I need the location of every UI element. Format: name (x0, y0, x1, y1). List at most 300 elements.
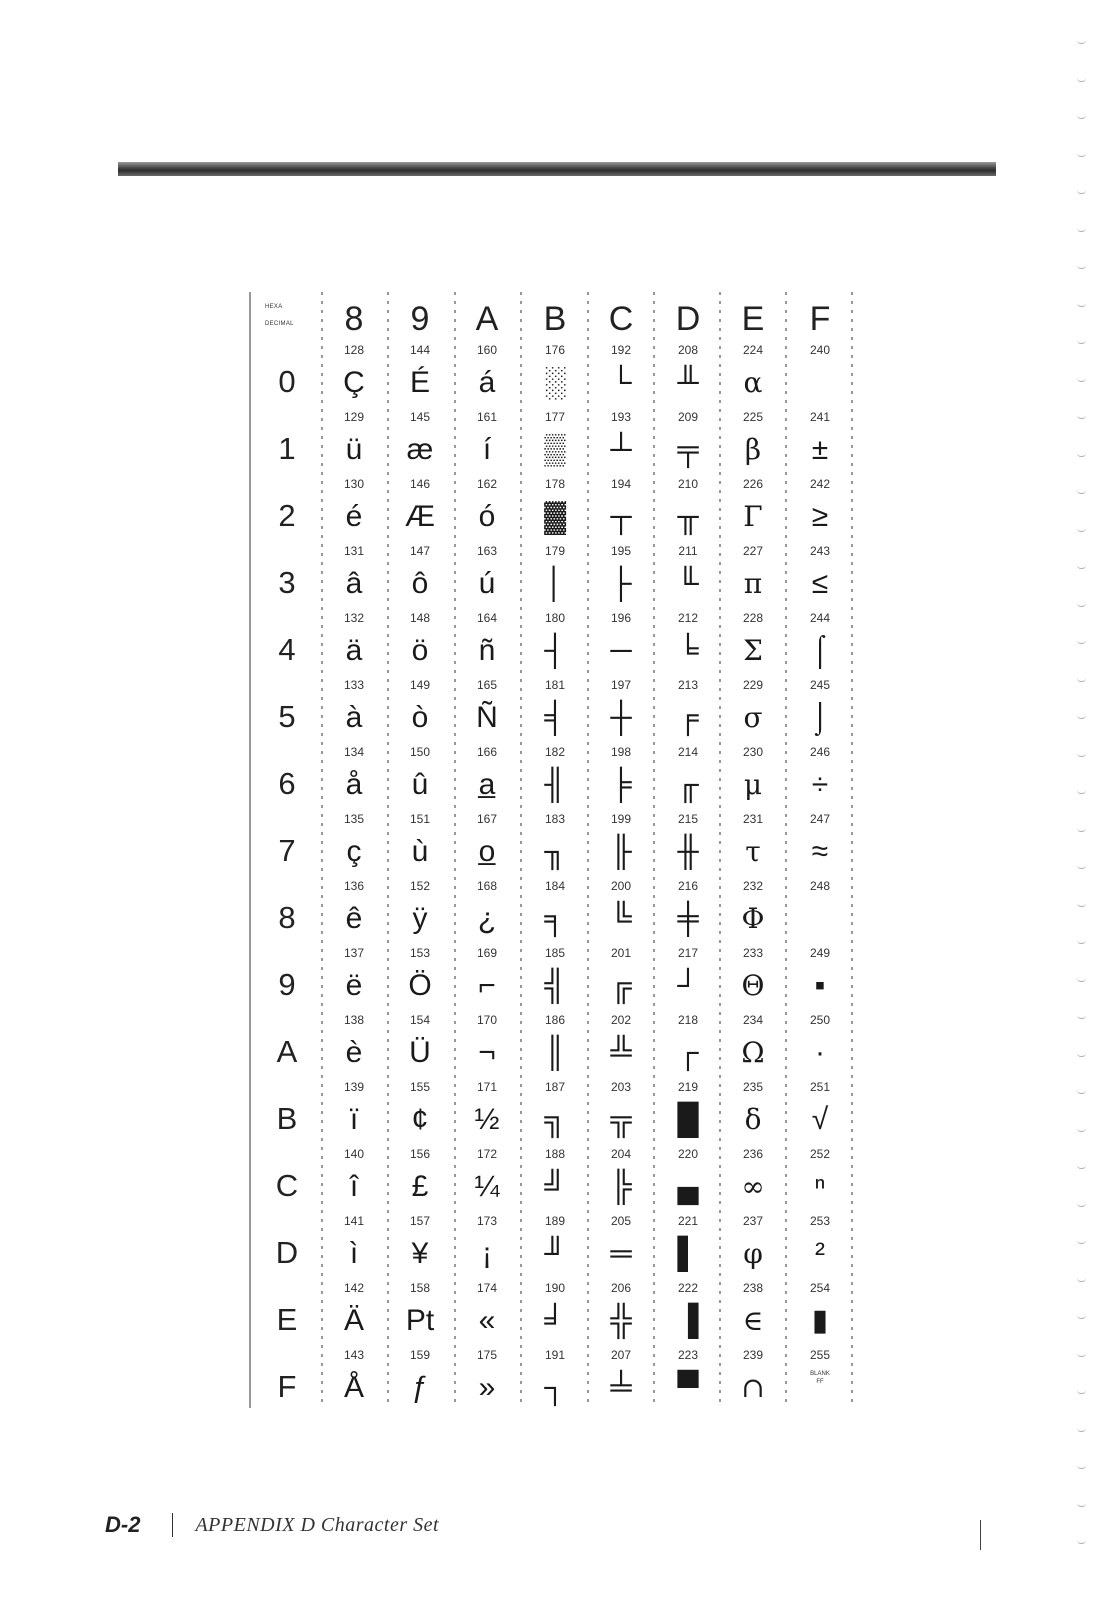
char-cell-171 (474, 1080, 499, 1136)
column-hex-9: 9 (410, 300, 430, 338)
right-margin-mark (980, 1520, 981, 1550)
char-glyph: ╢ (544, 768, 566, 801)
char-cell-238 (743, 1281, 764, 1337)
char-cell-142 (344, 1281, 364, 1337)
char-glyph: ╛ (544, 1304, 566, 1337)
char-glyph: │ (545, 567, 565, 600)
char-cell-165 (476, 678, 498, 734)
char-cell-157 (410, 1214, 430, 1270)
char-code: 166 (476, 745, 498, 759)
ff-label: FF (816, 1379, 824, 1385)
char-code: 160 (476, 343, 498, 357)
char-code: 176 (544, 343, 566, 357)
column-hex-B: B (543, 300, 567, 338)
char-glyph: ▄ (677, 1170, 699, 1203)
char-code: 162 (476, 477, 498, 491)
char-cell-153 (408, 946, 431, 1002)
char-code: 241 (809, 410, 831, 424)
char-glyph: ¥ (411, 1237, 429, 1270)
char-glyph: o̲ (478, 835, 496, 868)
char-cell-145 (407, 410, 434, 466)
char-cell-234 (741, 1013, 764, 1069)
char-code: 225 (742, 410, 764, 424)
char-code: 214 (677, 745, 699, 759)
char-code: 165 (476, 678, 498, 692)
row-hex-5: 5 (278, 699, 296, 734)
char-glyph: φ (743, 1237, 763, 1270)
char-glyph: â (345, 567, 363, 600)
char-cell-220 (677, 1147, 699, 1206)
char-cell-246 (810, 745, 830, 801)
char-cell-200 (610, 879, 632, 935)
char-glyph: û (411, 768, 429, 801)
char-code: 238 (742, 1281, 764, 1295)
char-code: 155 (409, 1080, 431, 1094)
char-cell-176 (544, 343, 566, 400)
char-cell-133 (344, 678, 364, 734)
char-cell-249 (810, 946, 830, 1002)
char-glyph: Å (343, 1371, 365, 1404)
char-glyph: ┼ (610, 701, 632, 734)
char-code: 150 (409, 745, 431, 759)
char-cell-195 (610, 544, 632, 603)
char-code: 215 (677, 812, 699, 826)
char-cell-240 (810, 343, 830, 357)
char-cell-204 (610, 1147, 632, 1206)
char-cell-248 (810, 879, 830, 893)
char-cell-154 (409, 1013, 431, 1069)
char-glyph: █ (677, 1103, 699, 1136)
char-cell-131 (344, 544, 364, 600)
char-code: 181 (544, 678, 566, 692)
char-glyph: ╥ (677, 500, 699, 533)
char-glyph: ≈ (811, 835, 829, 868)
char-cell-242 (810, 477, 830, 533)
char-code: 156 (409, 1147, 431, 1161)
char-cell-158 (406, 1281, 435, 1337)
char-cell-151 (410, 812, 430, 868)
char-cell-202 (609, 1013, 632, 1069)
char-glyph: ¡ (482, 1237, 492, 1270)
char-code: 195 (610, 544, 632, 558)
char-glyph: í (482, 433, 492, 466)
char-cell-235 (743, 1080, 763, 1136)
char-glyph: é (345, 500, 363, 533)
char-glyph: è (345, 1036, 363, 1069)
char-code: 228 (742, 611, 764, 625)
char-code: 145 (409, 410, 431, 424)
char-glyph: ╨ (677, 366, 699, 399)
char-cell-233 (742, 946, 765, 1002)
char-code: 163 (476, 544, 498, 558)
char-code: 173 (476, 1214, 498, 1228)
row-hex-3: 3 (278, 565, 296, 600)
char-cell-239 (741, 1348, 764, 1404)
char-cell-223 (677, 1348, 699, 1404)
char-cell-211 (677, 544, 699, 600)
char-code: 221 (677, 1214, 699, 1228)
char-cell-156 (410, 1147, 430, 1203)
char-cell-143 (344, 1348, 364, 1404)
char-code: 143 (343, 1348, 365, 1362)
char-glyph: ╟ (610, 835, 632, 868)
char-code: 168 (476, 879, 498, 893)
header-label-decimal: DECIMAL (265, 321, 294, 327)
char-cell-226 (743, 477, 763, 533)
char-cell-203 (609, 1080, 632, 1139)
char-glyph: └ (610, 366, 632, 399)
char-code: 134 (343, 745, 365, 759)
char-glyph: ⁿ (814, 1170, 826, 1203)
char-glyph: ç (346, 835, 362, 868)
row-hex-D: D (275, 1235, 299, 1270)
char-cell-243 (810, 544, 830, 600)
char-glyph: ═ (610, 1237, 632, 1270)
char-code: 178 (544, 477, 566, 491)
char-glyph: ⌡ (810, 701, 830, 734)
char-glyph: ╜ (544, 1237, 566, 1270)
char-glyph: √ (811, 1103, 829, 1136)
char-glyph: ▀ (677, 1371, 699, 1404)
char-code: 205 (610, 1214, 632, 1228)
char-code: 248 (809, 879, 831, 893)
char-glyph: ╬ (610, 1304, 632, 1337)
char-code: 161 (476, 410, 498, 424)
char-cell-197 (609, 678, 632, 737)
char-code: 247 (809, 812, 831, 826)
char-cell-189 (543, 1214, 565, 1270)
char-glyph: ó (478, 500, 496, 533)
char-code: 129 (343, 410, 365, 424)
char-glyph: ┴ (610, 433, 632, 466)
char-code: 226 (742, 477, 764, 491)
column-hex-C: C (608, 300, 634, 338)
char-cell-164 (477, 611, 497, 667)
char-glyph: ¼ (474, 1170, 500, 1203)
char-cell-141 (344, 1214, 364, 1270)
char-glyph: ∈ (742, 1304, 764, 1337)
char-glyph: ┬ (610, 500, 632, 533)
char-code: 255 (809, 1348, 831, 1362)
char-glyph: ┤ (544, 634, 566, 667)
char-glyph: ╠ (610, 1170, 632, 1203)
char-cell-254 (810, 1281, 830, 1337)
footer-divider (172, 1513, 173, 1537)
char-code: 230 (742, 745, 764, 759)
char-code: 219 (677, 1080, 699, 1094)
char-code: 237 (742, 1214, 764, 1228)
char-glyph: » (478, 1371, 496, 1404)
char-code: 182 (544, 745, 566, 759)
char-cell-166 (477, 745, 497, 801)
char-glyph: É (409, 366, 431, 399)
char-glyph: σ (743, 701, 763, 734)
char-cell-205 (609, 1214, 632, 1270)
row-hex-4: 4 (278, 632, 296, 667)
char-code: 170 (476, 1013, 498, 1027)
char-code: 223 (677, 1348, 699, 1362)
char-cell-219 (677, 1080, 699, 1139)
char-glyph: « (478, 1304, 496, 1337)
char-code: 216 (677, 879, 699, 893)
char-code: 130 (343, 477, 365, 491)
char-glyph: Ç (343, 366, 365, 399)
char-code: 171 (476, 1080, 498, 1094)
char-cell-217 (677, 946, 698, 1002)
char-glyph: ╦ (610, 1103, 632, 1136)
row-hex-C: C (275, 1168, 299, 1203)
char-cell-231 (743, 812, 763, 868)
char-code: 240 (809, 343, 831, 357)
char-glyph: ▮ (811, 1304, 829, 1337)
char-code: 204 (610, 1147, 632, 1161)
char-cell-207 (609, 1348, 632, 1404)
header-label-hexa: HEXA (265, 304, 283, 310)
row-hex-9: 9 (278, 967, 296, 1002)
char-glyph: ╫ (677, 835, 699, 868)
char-glyph: ¿ (477, 902, 497, 935)
char-code: 249 (809, 946, 831, 960)
char-cell-184 (544, 879, 565, 937)
char-glyph: ║ (544, 1036, 566, 1069)
char-code: 131 (343, 544, 365, 558)
char-cell-179 (545, 544, 565, 603)
char-cell-137 (344, 946, 364, 1002)
char-glyph: ─ (610, 634, 632, 667)
char-glyph: ╡ (544, 701, 566, 734)
row-hex-1: 1 (278, 431, 296, 466)
row-hex-2: 2 (278, 498, 296, 533)
char-glyph: ô (411, 567, 429, 600)
char-cell-180 (544, 611, 565, 670)
char-code: 232 (742, 879, 764, 893)
char-code: 189 (544, 1214, 566, 1228)
column-hex-A: A (475, 300, 499, 338)
char-cell-185 (543, 946, 565, 1005)
char-cell-255 (810, 1348, 830, 1362)
char-code: 187 (544, 1080, 566, 1094)
char-code: 153 (409, 946, 431, 960)
char-cell-192 (610, 343, 632, 399)
char-code: 188 (544, 1147, 566, 1161)
char-code: 193 (610, 410, 632, 424)
char-code: 245 (809, 678, 831, 692)
char-cell-139 (344, 1080, 364, 1136)
char-glyph: ╤ (677, 433, 699, 466)
char-code: 177 (544, 410, 566, 424)
char-cell-136 (344, 879, 364, 935)
char-glyph: Σ (743, 634, 763, 667)
char-glyph: ö (411, 634, 429, 667)
char-cell-172 (474, 1147, 500, 1203)
char-cell-229 (743, 678, 763, 734)
char-cell-163 (477, 544, 497, 600)
char-glyph: ⌠ (810, 634, 830, 667)
char-glyph: ╘ (677, 634, 699, 667)
char-cell-159 (410, 1348, 430, 1404)
char-glyph: ñ (478, 634, 496, 667)
char-glyph: ² (815, 1237, 825, 1270)
char-code: 144 (409, 343, 431, 357)
char-code: 164 (476, 611, 498, 625)
char-glyph: ú (478, 567, 496, 600)
char-cell-215 (676, 812, 699, 871)
char-glyph: Γ (743, 500, 763, 533)
char-code: 180 (544, 611, 566, 625)
row-hex-headers (276, 364, 298, 1404)
char-code: 159 (409, 1348, 431, 1362)
char-code: 218 (677, 1013, 699, 1027)
char-cell-132 (344, 611, 364, 667)
char-cell-140 (344, 1147, 364, 1203)
char-code: 202 (610, 1013, 632, 1027)
char-glyph: Æ (405, 500, 435, 533)
row-hex-0: 0 (278, 364, 296, 399)
char-glyph: δ (744, 1103, 762, 1136)
char-cell-196 (609, 611, 632, 667)
char-glyph: ê (345, 902, 363, 935)
char-glyph: ╓ (677, 768, 699, 801)
char-cell-135 (344, 812, 364, 868)
column-hex-D: D (675, 300, 701, 338)
char-cell-162 (477, 477, 497, 533)
char-glyph: ┘ (677, 969, 699, 1002)
char-glyph: á (478, 366, 496, 399)
char-glyph: ≥ (811, 500, 829, 533)
char-cell-210 (676, 477, 699, 536)
char-cell-129 (344, 410, 364, 466)
char-cell-252 (810, 1147, 830, 1203)
char-glyph: Ö (408, 969, 432, 1002)
char-code: 253 (809, 1214, 831, 1228)
char-code: 220 (677, 1147, 699, 1161)
char-code: 243 (809, 544, 831, 558)
char-cell-230 (743, 745, 763, 801)
char-glyph: ò (411, 701, 429, 734)
char-cell-174 (477, 1281, 497, 1337)
char-cell-201 (610, 946, 632, 1005)
char-code: 172 (476, 1147, 498, 1161)
char-glyph: î (349, 1170, 359, 1203)
char-code: 229 (742, 678, 764, 692)
char-cell-134 (344, 745, 364, 801)
char-code: 137 (343, 946, 365, 960)
char-glyph: ╚ (610, 902, 632, 935)
char-cell-250 (810, 1013, 830, 1069)
char-code: 147 (409, 544, 431, 558)
char-code: 206 (610, 1281, 632, 1295)
char-cell-182 (543, 745, 565, 804)
char-cell-225 (743, 410, 763, 466)
char-glyph: ÿ (412, 902, 428, 935)
char-code: 174 (476, 1281, 498, 1295)
char-cell-212 (677, 611, 699, 667)
char-glyph: ƒ (411, 1371, 429, 1404)
row-hex-8: 8 (278, 900, 296, 935)
char-code: 252 (809, 1147, 831, 1161)
char-glyph: Ñ (476, 701, 498, 734)
char-cell-206 (609, 1281, 632, 1340)
char-code: 239 (742, 1348, 764, 1362)
char-glyph: a̲ (478, 768, 496, 801)
char-glyph: ≤ (811, 567, 829, 600)
char-code: 251 (809, 1080, 831, 1094)
char-code: 191 (544, 1348, 566, 1362)
char-cell-177 (544, 410, 566, 467)
char-glyph: ù (411, 835, 429, 868)
row-hex-A: A (276, 1034, 298, 1069)
char-glyph: à (345, 701, 363, 734)
char-glyph: ü (345, 433, 363, 466)
char-cell-167 (477, 812, 497, 868)
char-glyph: æ (406, 433, 434, 466)
char-code: 169 (476, 946, 498, 960)
char-code: 192 (610, 343, 632, 357)
char-code: 211 (678, 544, 698, 558)
char-cell-251 (810, 1080, 830, 1136)
char-code: 222 (677, 1281, 699, 1295)
char-glyph: ╝ (544, 1170, 566, 1203)
column-hex-8: 8 (344, 300, 364, 338)
char-cell-128 (343, 343, 365, 399)
char-cell-183 (543, 812, 565, 871)
char-glyph: ▌ (677, 1237, 699, 1270)
char-glyph: ╕ (544, 902, 566, 935)
char-glyph: ╞ (610, 768, 632, 801)
char-code: 185 (544, 946, 566, 960)
row-hex-F: F (277, 1369, 297, 1404)
char-cell-169 (477, 946, 497, 1002)
char-code: 235 (742, 1080, 764, 1094)
char-cell-236 (741, 1147, 764, 1203)
char-code: 201 (610, 946, 632, 960)
char-code: 233 (742, 946, 764, 960)
char-glyph: ╪ (677, 902, 699, 935)
char-cell-190 (544, 1281, 565, 1337)
char-cell-216 (676, 879, 699, 938)
char-glyph: ¢ (411, 1103, 429, 1136)
char-cell-168 (477, 879, 497, 935)
char-code: 141 (343, 1214, 365, 1228)
char-code: 132 (343, 611, 365, 625)
char-cell-147 (410, 544, 430, 600)
char-code: 136 (343, 879, 365, 893)
char-code: 224 (742, 343, 764, 357)
char-glyph: ╔ (610, 969, 632, 1002)
column-hex-F: F (809, 300, 831, 338)
char-cell-221 (677, 1214, 698, 1273)
char-code: 198 (610, 745, 632, 759)
char-glyph: ▓ (544, 500, 566, 533)
char-cell-228 (743, 611, 763, 667)
char-code: 250 (809, 1013, 831, 1027)
char-glyph: Φ (741, 902, 765, 935)
char-code: 231 (742, 812, 764, 826)
char-code: 213 (677, 678, 699, 692)
char-code: 210 (677, 477, 699, 491)
char-cell-198 (610, 745, 632, 804)
char-code: 146 (409, 477, 431, 491)
char-glyph: ä (345, 634, 363, 667)
char-glyph: ▐ (677, 1304, 699, 1337)
char-glyph: ├ (610, 567, 632, 600)
char-glyph: ï (349, 1103, 359, 1136)
char-glyph: ▒ (544, 433, 566, 466)
char-cell-218 (677, 1013, 699, 1072)
char-code: 135 (343, 812, 365, 826)
char-cell-178 (544, 477, 567, 536)
char-code: 208 (677, 343, 699, 357)
